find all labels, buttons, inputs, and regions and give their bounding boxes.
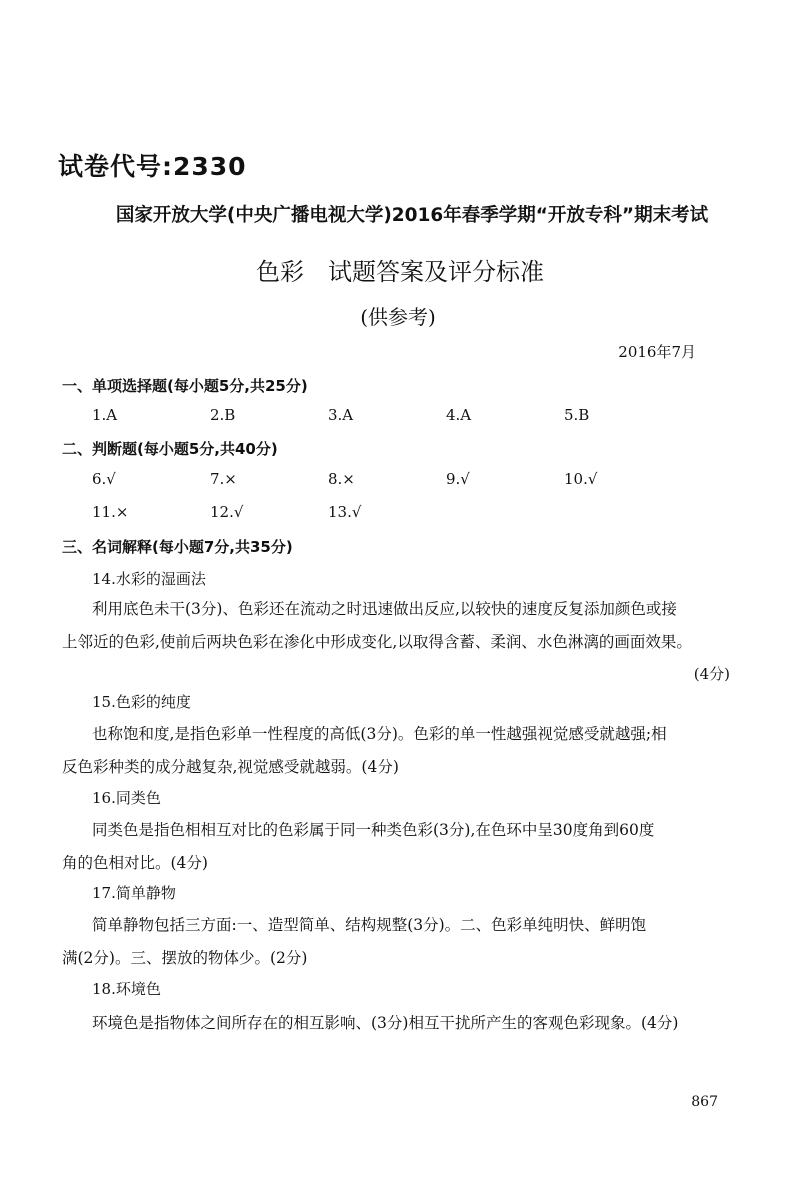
answer-item: 1.A [92, 406, 118, 424]
section-2-answer-row [0, 470, 796, 494]
definition-line: 利用底色未干(3分)、色彩还在流动之时迅速做出反应,以较快的速度反复添加颜色或接 [92, 600, 677, 618]
answer-item: 11.× [92, 503, 129, 521]
answer-item: 13.√ [328, 503, 362, 521]
exam-title: 国家开放大学(中央广播电视大学)2016年春季学期“开放专科”期末考试 [115, 205, 709, 226]
answer-item: 4.A [446, 406, 472, 424]
score-note: (4分) [693, 665, 730, 683]
term-heading: 18.环境色 [92, 980, 161, 998]
section-1-title: 一、单项选择题(每小题5分,共25分) [62, 377, 308, 395]
term-heading: 17.简单静物 [92, 884, 176, 902]
term-heading: 15.色彩的纯度 [92, 693, 191, 711]
term-definition [62, 814, 734, 880]
document-title: 色彩 试题答案及评分标准 [256, 258, 544, 286]
term-heading: 16.同类色 [92, 789, 161, 807]
definition-line: 角的色相对比。(4分) [62, 854, 208, 872]
answer-item: 5.B [564, 406, 590, 424]
term-definition [62, 718, 734, 784]
answer-item: 6.√ [92, 470, 116, 488]
answer-item: 12.√ [210, 503, 244, 521]
exam-date: 2016年7月 [618, 343, 696, 361]
definition-line: 反色彩种类的成分越复杂,视觉感受就越弱。(4分) [62, 758, 399, 776]
answer-item: 2.B [210, 406, 236, 424]
term-definition [62, 593, 734, 659]
definition-line: 满(2分)。三、摆放的物体少。(2分) [62, 949, 308, 967]
answer-item: 7.× [210, 470, 237, 488]
section-1-answer-row [0, 406, 796, 430]
definition-line: 上邻近的色彩,使前后两块色彩在渗化中形成变化,以取得含蓄、柔润、水色淋漓的画面效果。 [62, 633, 692, 651]
section-2-answer-row [0, 503, 796, 527]
page-number: 867 [691, 1094, 718, 1110]
answer-item: 9.√ [446, 470, 470, 488]
definition-line: 环境色是指物体之间所存在的相互影响、(3分)相互干扰所产生的客观色彩现象。(4分) [92, 1014, 679, 1032]
term-heading: 14.水彩的湿画法 [92, 570, 206, 588]
term-definition [62, 1007, 734, 1040]
definition-line: 也称饱和度,是指色彩单一性程度的高低(3分)。色彩的单一性越强视觉感受就越强;相 [92, 725, 667, 743]
section-3-title: 三、名词解释(每小题7分,共35分) [62, 538, 293, 556]
definition-line: 简单静物包括三方面:一、造型简单、结构规整(3分)。二、色彩单纯明快、鲜明饱 [92, 916, 647, 934]
definition-line: 同类色是指色相相互对比的色彩属于同一种类色彩(3分),在色环中呈30度角到60度 [92, 821, 655, 839]
term-definition [62, 909, 734, 975]
exam-code: 试卷代号:2330 [58, 152, 247, 181]
answer-item: 8.× [328, 470, 355, 488]
answer-item: 10.√ [564, 470, 598, 488]
section-2-title: 二、判断题(每小题5分,共40分) [62, 440, 278, 458]
answer-item: 3.A [328, 406, 354, 424]
document-subtitle: (供参考) [360, 305, 436, 329]
